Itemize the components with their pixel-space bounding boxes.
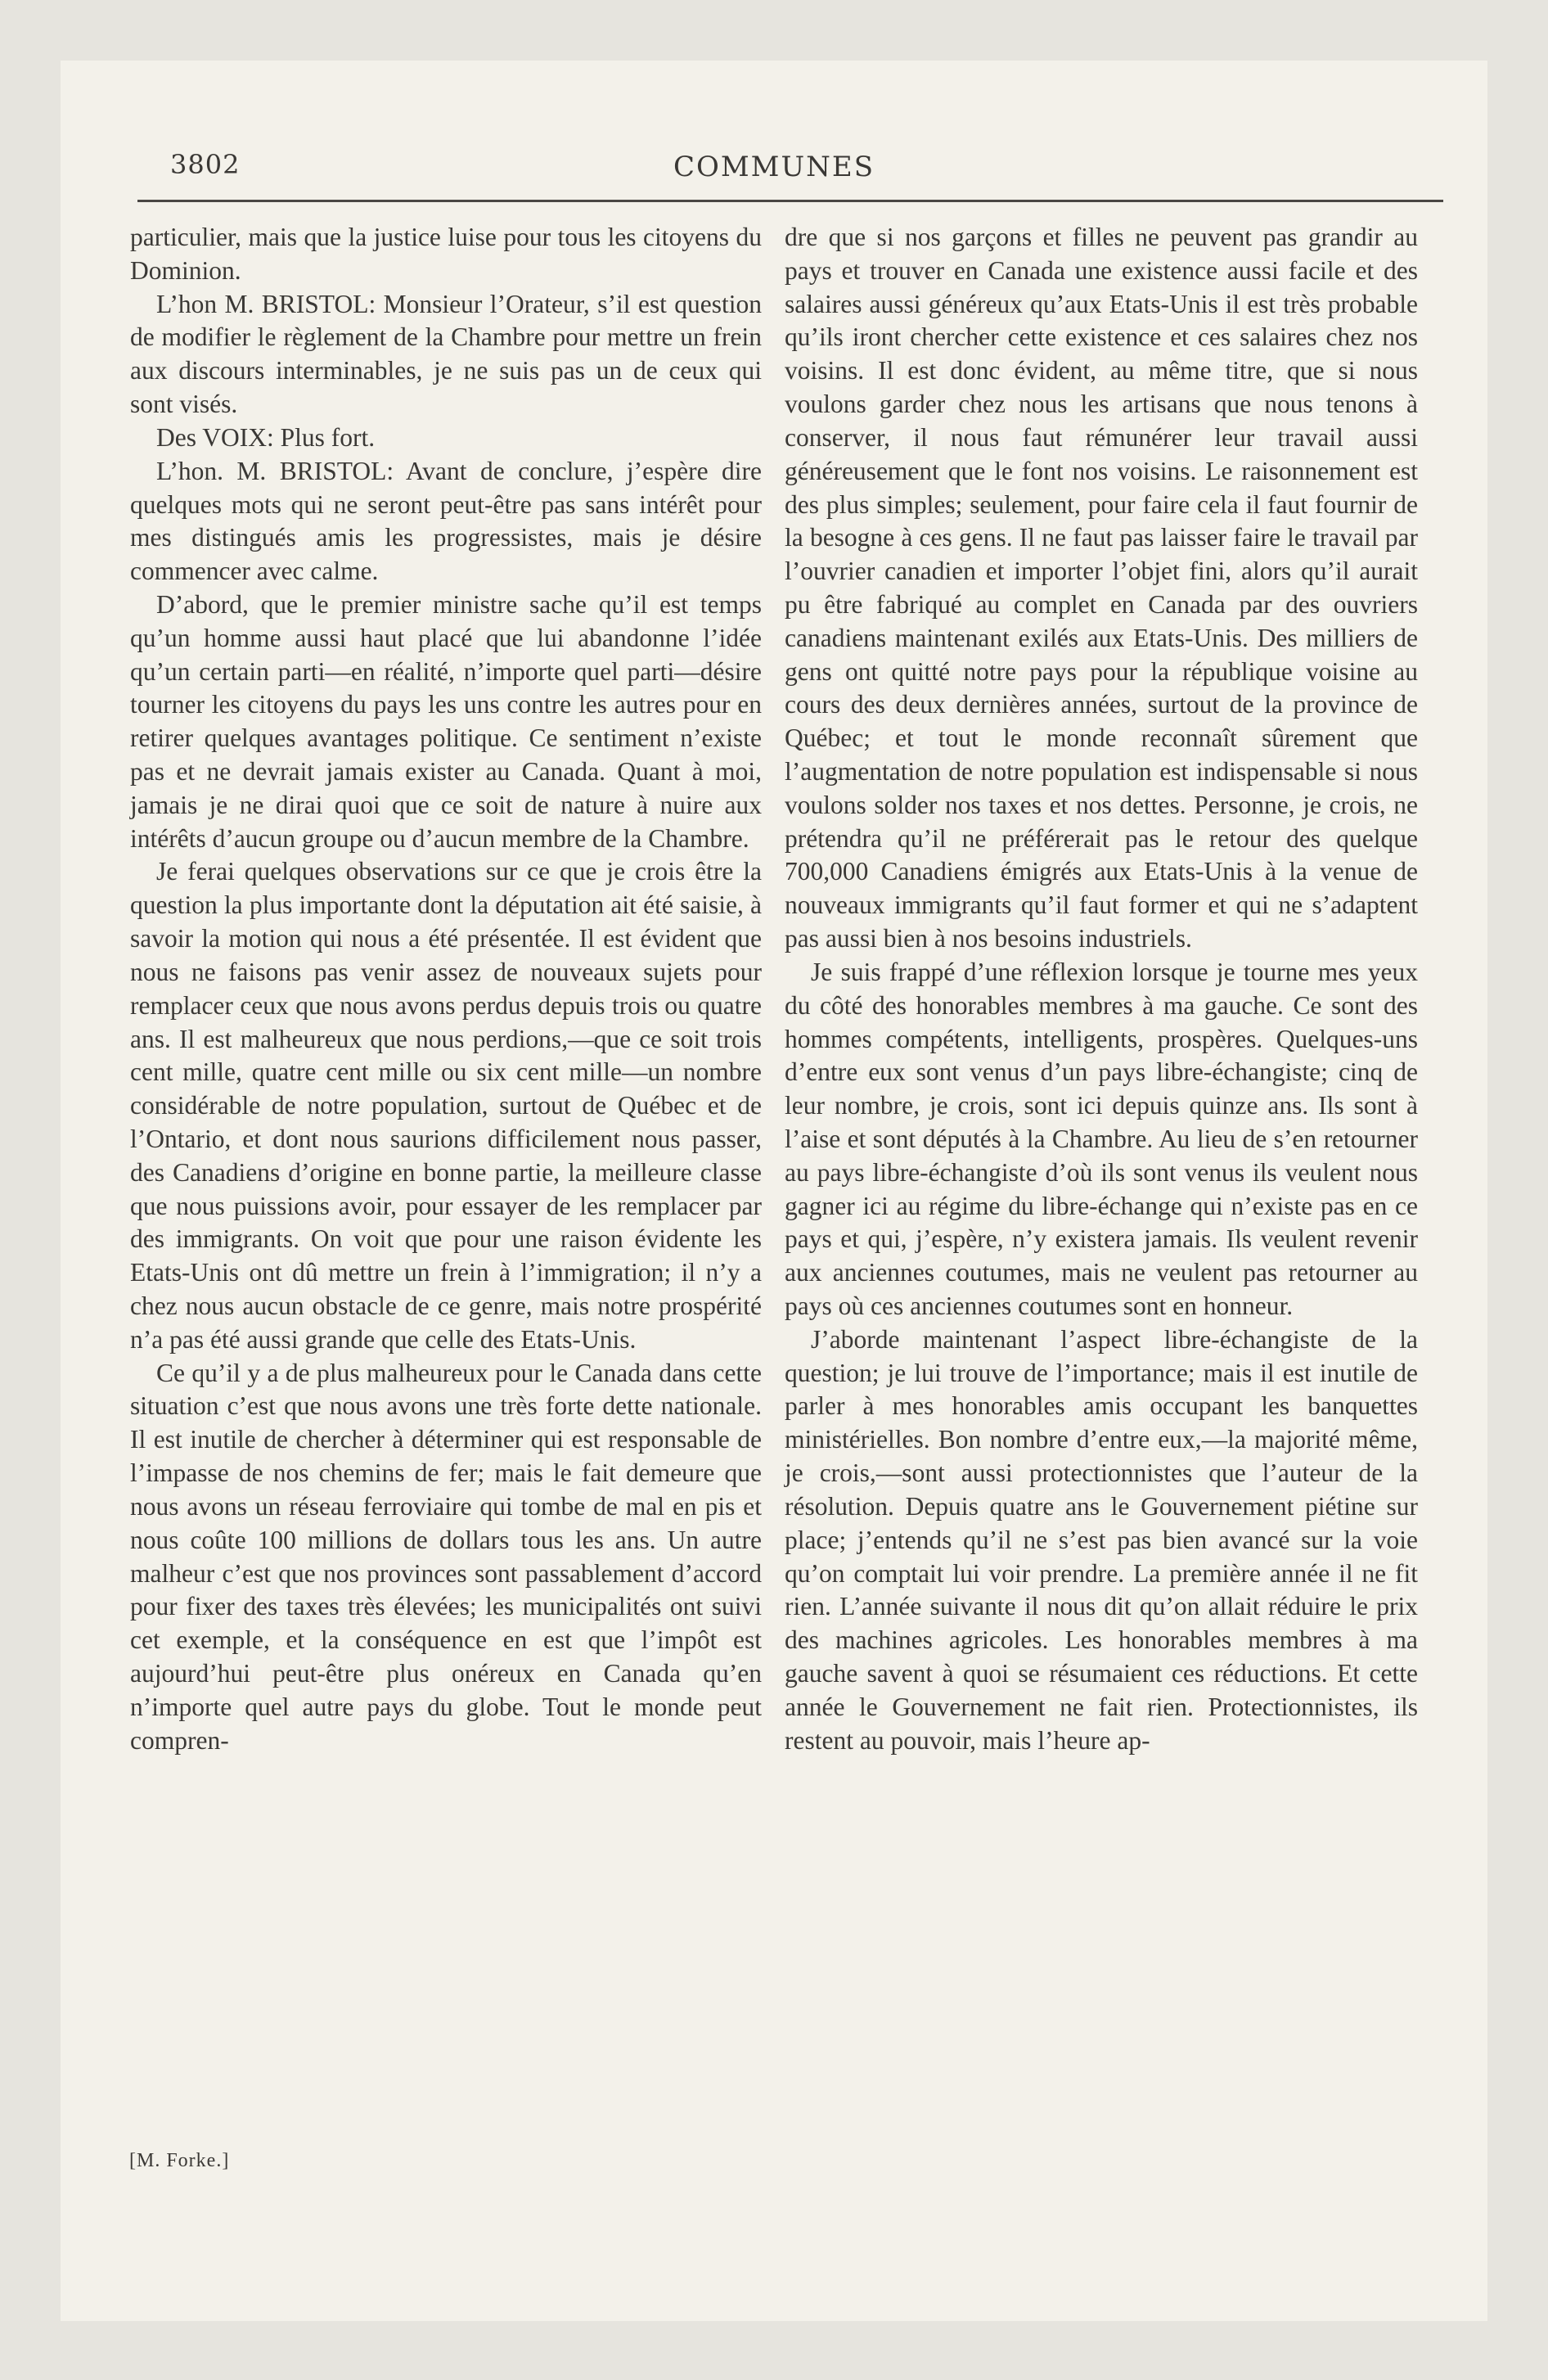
left-column	[130, 221, 762, 1757]
paragraph: L’hon M. BRISTOL: Monsieur l’Orateur, s’il est question de modifier le règlement de la Chambre pour mettre un frein aux discours interminables, je ne suis pas un de ceux qui sont visés.	[130, 289, 762, 419]
header-rule	[137, 200, 1443, 202]
paragraph: particulier, mais que la justice luise pour tous les citoyens du Dominion.	[130, 223, 762, 285]
paragraph: L’hon. M. BRISTOL: Avant de conclure, j’espère dire quelques mots qui ne seront peut-être pas sans intérêt pour mes distingués amis les progressistes, mais je désire commencer avec calme.	[130, 456, 762, 586]
paragraph: D’abord, que le premier ministre sache qu’il est temps qu’un homme aussi haut placé que lui abandonne l’idée qu’un certain parti—en réalité, n’importe quel parti—désire tourner les citoyens du pays les uns contre les autres pour en retirer quelques avantages politique. Ce sentiment n’existe pas et ne devrait jamais exister au Canada. Quant à moi, jamais je ne dirai quoi que ce soit de nature à nuire aux intérêts d’aucun groupe ou d’aucun membre de la Chambre.	[130, 589, 762, 853]
running-head: COMMUNES	[673, 151, 875, 183]
paragraph: J’aborde maintenant l’aspect libre-échangiste de la question; je lui trouve de l’importance; mais il est inutile de parler à mes honorables amis occupant les banquettes ministérielles. Bon nombre d’entre eux,—la majorité même, je crois,—sont aussi protectionnistes que l’auteur de la résolution. Depuis quatre ans le Gouvernement piétine sur place; j’entends qu’il ne s’est pas bien avancé sur la voie qu’on comptait lui voir prendre. La première année il ne fit rien. L’année suivante il nous dit qu’on allait réduire le prix des machines agricoles. Les honorables membres à ma gauche savent à quoi se résumaient ces réductions. Et cette année le Gouvernement ne fait rien. Protectionnistes, ils restent au pouvoir, mais l’heure ap-	[785, 1324, 1418, 1755]
speaker-tag: [M. Forke.]	[129, 2150, 230, 2171]
paragraph: Je ferai quelques observations sur ce que je crois être la question la plus importante dont la députation ait été saisie, à savoir la motion qui nous a été présentée. Il est évident que nous ne faisons pas venir assez de nouveaux sujets pour remplacer ceux que nous avons perdus depuis trois ou quatre ans. Il est malheureux que nous perdions,—que ce soit trois cent mille, quatre cent mille ou six cent mille—un nombre considérable de notre population, surtout de Québec et de l’Ontario, et dont nous saurions difficilement nous passer, des Canadiens d’origine en bonne partie, la meilleure classe que nous puissions avoir, pour essayer de les remplacer par des immigrants. On voit que pour une raison évidente les Etats-Unis ont dû mettre un frein à l’immigration; il n’y a chez nous aucun obstacle de ce genre, mais notre prospérité n’a pas été aussi grande que celle des Etats-Unis.	[130, 857, 762, 1354]
paragraph: Ce qu’il y a de plus malheureux pour le Canada dans cette situation c’est que nous avons une très forte dette nationale. Il est inutile de chercher à déterminer qui est responsable de l’impasse de nos chemins de fer; mais le fait demeure que nous avons un réseau ferroviaire qui tombe de mal en pis et nous coûte 100 millions de dollars tous les ans. Un autre malheur c’est que nos provinces sont passablement d’accord pour fixer des taxes très élevées; les municipalités ont suivi cet exemple, et la conséquence en est que l’impôt est aujourd’hui peut-être plus onéreux en Canada qu’en n’importe quel autre pays du globe. Tout le monde peut compren-	[130, 1358, 762, 1755]
page-number: 3802	[170, 149, 241, 180]
paragraph: dre que si nos garçons et filles ne peuvent pas grandir au pays et trouver en Canada une existence aussi facile et des salaires aussi généreux qu’aux Etats-Unis il est très probable qu’ils iront chercher cette existence et ces salaires chez nos voisins. Il est donc évident, au même titre, que si nous voulons garder chez nous les artisans que nous tenons à conserver, il nous faut rémunérer leur travail aussi généreusement que le font nos voisins. Le raisonnement est des plus simples; seulement, pour faire cela il faut fournir de la besogne à ces gens. Il ne faut pas laisser faire le travail par l’ouvrier canadien et importer l’objet fini, alors qu’il aurait pu être fabriqué au complet en Canada par des ouvriers canadiens maintenant exilés aux Etats-Unis. Des milliers de gens ont quitté notre pays pour la république voisine au cours des deux dernières années, surtout de la province de Québec; et tout le monde reconnaît sûrement que l’augmentation de notre population est indispensable si nous voulons solder nos taxes et nos dettes. Personne, je crois, ne prétendra qu’il ne préférerait pas le retour des quelque 700,000 Canadiens émigrés aux Etats-Unis à la venue de nouveaux immigrants qu’il faut former et qui ne s’adaptent pas aussi bien à nos besoins industriels.	[785, 223, 1418, 953]
paragraph: Je suis frappé d’une réflexion lorsque je tourne mes yeux du côté des honorables membres à ma gauche. Ce sont des hommes compétents, intelligents, prospères. Quelques-uns d’entre eux sont venus d’un pays libre-échangiste; cinq de leur nombre, je crois, sont ici depuis quinze ans. Ils sont à l’aise et sont députés à la Chambre. Au lieu de s’en retourner au pays libre-échangiste d’où ils sont venus ils veulent nous gagner ici au régime du libre-échange qui n’existe pas en ce pays et qui, j’espère, n’y existera jamais. Ils veulent revenir aux anciennes coutumes, mais ne veulent pas retourner au pays où ces anciennes coutumes sont en honneur.	[785, 957, 1418, 1320]
document-page	[61, 61, 1487, 2321]
right-column	[785, 221, 1418, 1757]
paragraph: Des VOIX: Plus fort.	[156, 422, 376, 452]
